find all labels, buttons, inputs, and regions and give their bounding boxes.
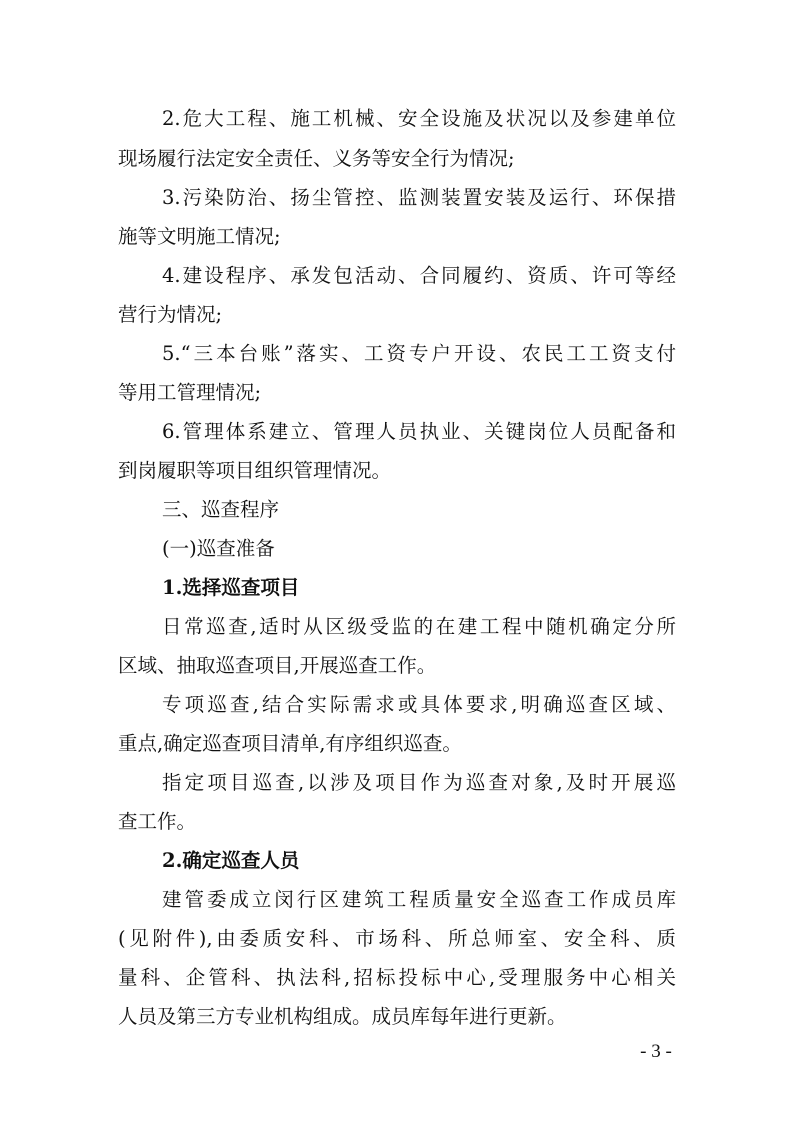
text-line: 建管委成立闵行区建筑工程质量安全巡查工作成员库 bbox=[162, 888, 676, 911]
text-line: 量科、企管科、执法科,招标投标中心,受理服务中心相关 bbox=[118, 966, 676, 989]
text-line: 区域、抽取巡查项目,开展巡查工作。 bbox=[118, 654, 437, 677]
text-line: 6.管理体系建立、管理人员执业、关键岗位人员配备和 bbox=[162, 420, 676, 443]
text-line: 2.危大工程、施工机械、安全设施及状况以及参建单位 bbox=[162, 107, 676, 130]
text-line: 日常巡查,适时从区级受监的在建工程中随机确定分所 bbox=[162, 615, 676, 638]
section-heading: 三、巡查程序 bbox=[162, 498, 280, 521]
text-line: 4.建设程序、承发包活动、合同履约、资质、许可等经 bbox=[162, 264, 676, 287]
text-line: 查工作。 bbox=[118, 810, 197, 833]
text-line: 等用工管理情况; bbox=[118, 381, 262, 404]
text-line: 到岗履职等项目组织管理情况。 bbox=[118, 459, 392, 482]
subsection-heading: (一)巡查准备 bbox=[162, 537, 275, 560]
text-line: 3.污染防治、扬尘管控、监测装置安装及运行、环保措 bbox=[162, 186, 676, 209]
bold-heading: 2.确定巡查人员 bbox=[162, 849, 300, 872]
text-line: (见附件),由委质安科、市场科、所总师室、安全科、质 bbox=[118, 927, 676, 950]
page-number: - 3 - bbox=[640, 1041, 672, 1062]
text-line: 现场履行法定安全责任、义务等安全行为情况; bbox=[118, 147, 515, 170]
text-line: 专项巡查,结合实际需求或具体要求,明确巡查区域、 bbox=[162, 693, 676, 716]
text-line: 5.“三本台账”落实、工资专户开设、农民工工资支付 bbox=[162, 342, 676, 365]
text-line: 营行为情况; bbox=[118, 303, 223, 326]
text-line: 施等文明施工情况; bbox=[118, 225, 281, 248]
text-line: 人员及第三方专业机构组成。成员库每年进行更新。 bbox=[118, 1005, 567, 1028]
bold-heading: 1.选择巡查项目 bbox=[162, 576, 300, 599]
text-line: 重点,确定巡查项目清单,有序组织巡查。 bbox=[118, 732, 462, 755]
text-line: 指定项目巡查,以涉及项目作为巡查对象,及时开展巡 bbox=[162, 771, 676, 794]
